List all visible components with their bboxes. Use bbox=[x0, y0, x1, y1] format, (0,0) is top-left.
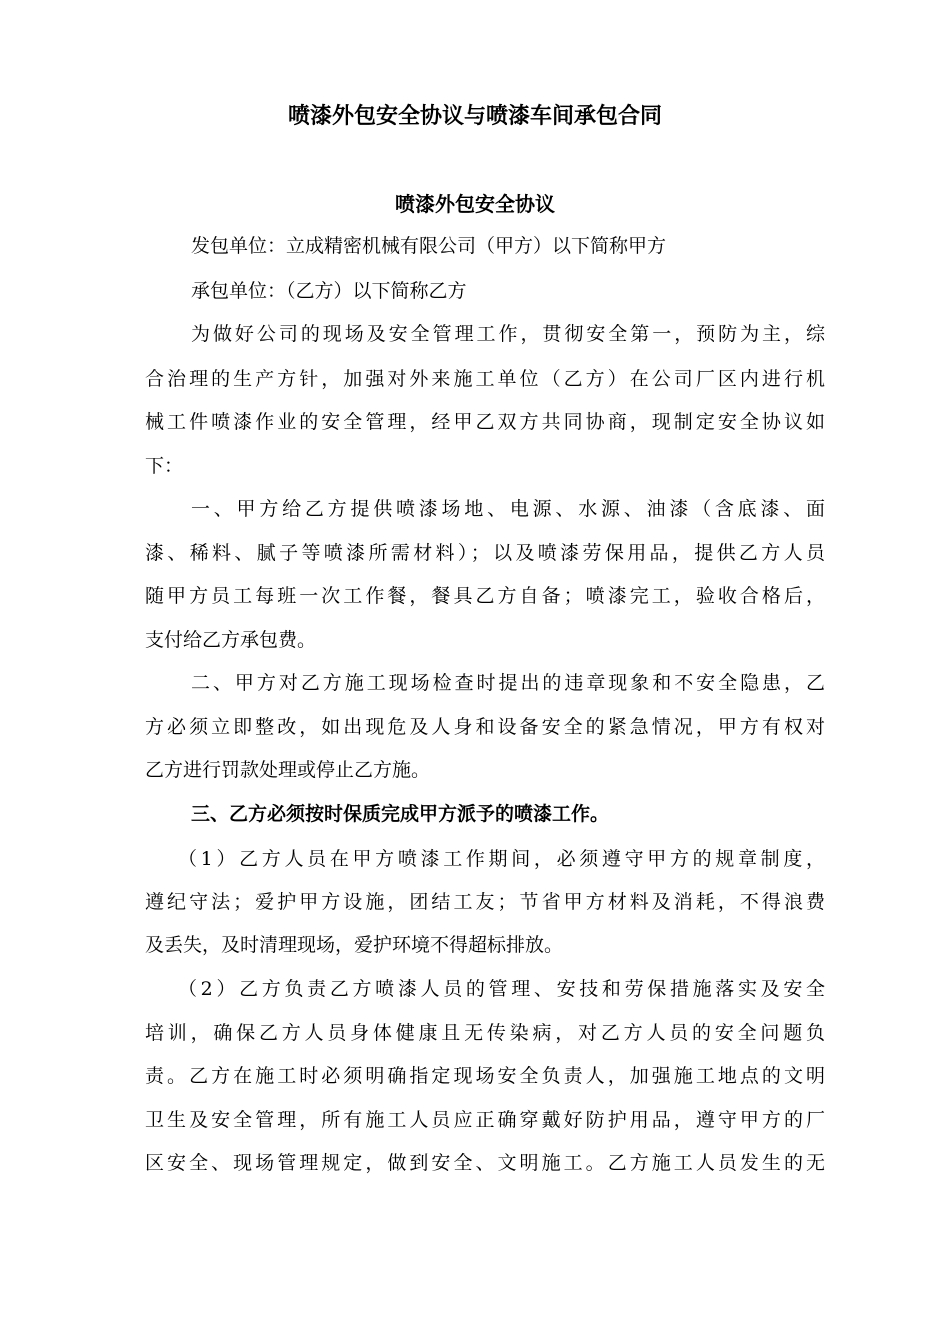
paragraph-line: 支付给乙方承包费。 bbox=[145, 629, 317, 651]
paragraph-line: 乙方进行罚款处理或停止乙方施。 bbox=[145, 759, 431, 781]
paragraph-line: 下： bbox=[145, 455, 184, 477]
paragraph-line: 遵纪守法；爱护甲方设施，团结工友；节省甲方材料及消耗，不得浪费 bbox=[145, 891, 825, 913]
document-title: 喷漆外包安全协议与喷漆车间承包合同 bbox=[287, 104, 662, 129]
section-title: 喷漆外包安全协议 bbox=[395, 192, 555, 216]
paragraph-line: （1）乙方人员在甲方喷漆工作期间，必须遵守甲方的规章制度， bbox=[178, 848, 825, 870]
paragraph-line: 承包单位：（乙方）以下简称乙方 bbox=[191, 280, 467, 302]
paragraph-line: 一、甲方给乙方提供喷漆场地、电源、水源、油漆（含底漆、面 bbox=[191, 498, 825, 520]
paragraph-line: 漆、稀料、腻子等喷漆所需材料）；以及喷漆劳保用品，提供乙方人员 bbox=[145, 542, 825, 564]
paragraph-line: 方必须立即整改，如出现危及人身和设备安全的紧急情况，甲方有权对 bbox=[145, 716, 825, 738]
paragraph-line: 卫生及安全管理，所有施工人员应正确穿戴好防护用品，遵守甲方的厂 bbox=[145, 1109, 825, 1131]
paragraph-line: 械工件喷漆作业的安全管理，经甲乙双方共同协商，现制定安全协议如 bbox=[145, 411, 825, 433]
paragraph-line: 二、甲方对乙方施工现场检查时提出的违章现象和不安全隐患，乙 bbox=[191, 672, 825, 694]
paragraph-line: 随甲方员工每班一次工作餐，餐具乙方自备；喷漆完工，验收合格后， bbox=[145, 585, 825, 607]
section-heading-line: 三、乙方必须按时保质完成甲方派予的喷漆工作。 bbox=[191, 803, 610, 825]
paragraph-line: 责。乙方在施工时必须明确指定现场安全负责人，加强施工地点的文明 bbox=[145, 1065, 825, 1087]
paragraph-line: 培训，确保乙方人员身体健康且无传染病，对乙方人员的安全问题负 bbox=[145, 1022, 825, 1044]
paragraph-line: 合治理的生产方针，加强对外来施工单位（乙方）在公司厂区内进行机 bbox=[145, 368, 825, 390]
paragraph-line: 区安全、现场管理规定，做到安全、文明施工。乙方施工人员发生的无 bbox=[145, 1152, 825, 1174]
paragraph-line: 发包单位：立成精密机械有限公司（甲方）以下简称甲方 bbox=[191, 235, 667, 257]
paragraph-line: （2）乙方负责乙方喷漆人员的管理、安技和劳保措施落实及安全 bbox=[178, 978, 825, 1000]
paragraph-line: 及丢失，及时清理现场，爱护环境不得超标排放。 bbox=[145, 934, 564, 956]
paragraph-line: 为做好公司的现场及安全管理工作，贯彻安全第一，预防为主，综 bbox=[191, 323, 825, 345]
